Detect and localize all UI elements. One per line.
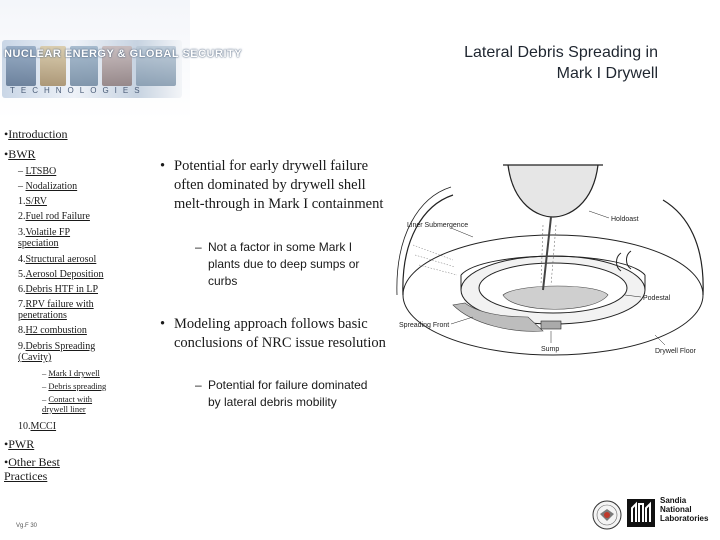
nav-link[interactable]: Debris HTF in LP (25, 284, 98, 295)
nav-link[interactable]: S/RV (25, 196, 47, 207)
nav-prefix: 5. (18, 269, 26, 280)
sump (541, 321, 561, 329)
drywell-liner-left (397, 187, 451, 295)
nav-prefix: – (18, 166, 26, 177)
sandia-thunderbird-icon (626, 498, 656, 528)
label-sump: Sump (541, 346, 560, 353)
nav-link[interactable]: H2 combustion (25, 325, 87, 336)
nav-link[interactable]: Debris spreading (48, 381, 107, 391)
nav-bullet: • (4, 437, 9, 451)
bullet-text: Potential for early drywell failure often dominated by drywell shell melt-through in Mark I containment (174, 158, 384, 212)
leader-spreading (451, 317, 473, 324)
nav-item-structural-aerosol[interactable] (18, 254, 136, 265)
nav-prefix: 3. (18, 227, 26, 238)
drywell-spreading-diagram (393, 145, 711, 373)
bullet-dot: • (160, 316, 166, 332)
bullet-modeling-approach (160, 315, 386, 353)
nav-link[interactable]: MCCI (30, 421, 57, 432)
liner-submergence-hatch (413, 245, 457, 275)
nav-item-debris-htf[interactable] (18, 284, 136, 295)
reactor-vessel-lower-head (508, 165, 598, 217)
nav-link[interactable]: Volatile FP speciation (18, 227, 71, 249)
dash: – (195, 378, 202, 392)
nav-link[interactable]: Debris Spreading (Cavity) (18, 341, 96, 363)
banner-title: NUCLEAR ENERGY & GLOBAL SECURITY (4, 48, 243, 60)
nav-item-nodalization[interactable] (18, 181, 136, 192)
nav-bwr[interactable] (4, 147, 36, 161)
nav-item-h2-combustion[interactable] (18, 325, 136, 336)
nav-prefix: 7. (18, 299, 26, 310)
drywell-wall-right (663, 200, 703, 295)
nav-subitem-mark-i-drywell[interactable] (42, 369, 134, 379)
leader-floor (655, 335, 665, 345)
sandia-wordmark (660, 496, 720, 523)
nav-bullet: • (4, 127, 9, 141)
nav-other-best-practices[interactable] (4, 455, 84, 483)
subbullet-lateral-mobility (195, 377, 376, 411)
nav-item-ltsbo[interactable] (18, 166, 136, 177)
nav-link[interactable]: Fuel rod Failure (25, 211, 90, 222)
nav-link[interactable]: Mark I drywell (48, 368, 100, 378)
banner-subtitle: TECHNOLOGIES (10, 86, 146, 95)
nav-prefix: 10. (18, 421, 31, 432)
nav-subitem-contact-liner[interactable] (42, 395, 112, 414)
subbullet-not-a-factor (195, 239, 376, 290)
dash: – (195, 240, 202, 254)
bullet-dot: • (160, 158, 166, 174)
nav-prefix: 9. (18, 341, 26, 352)
header-banner (0, 0, 243, 120)
nav-prefix: 2. (18, 211, 26, 222)
subbullet-text: Potential for failure dominated by lateral debris mobility (208, 378, 368, 409)
label-holdoast: Holdoast (611, 216, 639, 223)
nav-link[interactable]: Structural aerosol (25, 254, 97, 265)
leader-liner (451, 228, 473, 237)
nav-link[interactable]: RPV failure with penetrations (18, 299, 94, 321)
nav-pwr[interactable] (4, 437, 34, 451)
doe-seal-icon (592, 500, 622, 530)
nav-prefix: 8. (18, 325, 26, 336)
nav-item-rpv-failure[interactable] (18, 299, 128, 321)
nav-link[interactable]: Nodalization (25, 181, 78, 192)
nav-link[interactable]: LTSBO (25, 166, 57, 177)
nav-item-srv[interactable] (18, 196, 136, 207)
nav-bwr-link[interactable]: BWR (8, 147, 36, 161)
slide-title-line2: Mark I Drywell (556, 65, 658, 82)
nav-item-aerosol-deposition[interactable] (18, 269, 136, 280)
bullet-text: Modeling approach follows basic conclusions of NRC issue resolution (174, 316, 386, 351)
sandia-text-2: National (660, 505, 692, 514)
nav-prefix: 4. (18, 254, 26, 265)
nav-other-link[interactable]: Other Best Practices (4, 455, 60, 483)
nav-prefix: 6. (18, 284, 26, 295)
page-number: Vg.F 30 (16, 523, 38, 529)
sandia-text-3: Laboratories (660, 514, 709, 523)
label-spreading-front: Spreading Front (399, 322, 450, 329)
nav-item-mcci[interactable] (18, 421, 136, 432)
sandia-text-1: Sandia (660, 496, 687, 505)
label-liner-submergence: Liner Submergence (407, 222, 469, 229)
leader-holdoast (589, 211, 609, 218)
nav-prefix: 1. (18, 196, 26, 207)
nav-link[interactable]: Aerosol Deposition (25, 269, 104, 280)
nav-prefix: – (42, 368, 49, 378)
nav-introduction[interactable] (4, 127, 68, 141)
label-drywell-floor: Drywell Floor (655, 348, 696, 355)
nav-pwr-link[interactable]: PWR (8, 437, 35, 451)
nav-item-debris-spreading[interactable] (18, 341, 128, 363)
slide-title-line1: Lateral Debris Spreading in (464, 44, 658, 61)
nav-introduction-link[interactable]: Introduction (8, 127, 68, 141)
nav-prefix: – (42, 394, 49, 404)
nav-prefix: – (42, 381, 49, 391)
subbullet-text: Not a factor in some Mark I plants due to deep sumps or curbs (208, 240, 360, 288)
slide-title (358, 42, 658, 84)
nav-bullet: • (4, 455, 9, 469)
bullet-early-failure (160, 157, 386, 214)
nav-bullet: • (4, 147, 9, 161)
nav-subitem-debris-spreading[interactable] (42, 382, 134, 392)
drywell-wall-left (403, 195, 453, 295)
nav-item-fuel-rod-failure[interactable] (18, 211, 136, 222)
nav-link[interactable]: Contact with drywell liner (42, 394, 93, 414)
nav-prefix: – (18, 181, 26, 192)
label-podestal: Podestal (643, 295, 671, 302)
nav-item-volatile-fp[interactable] (18, 227, 108, 249)
